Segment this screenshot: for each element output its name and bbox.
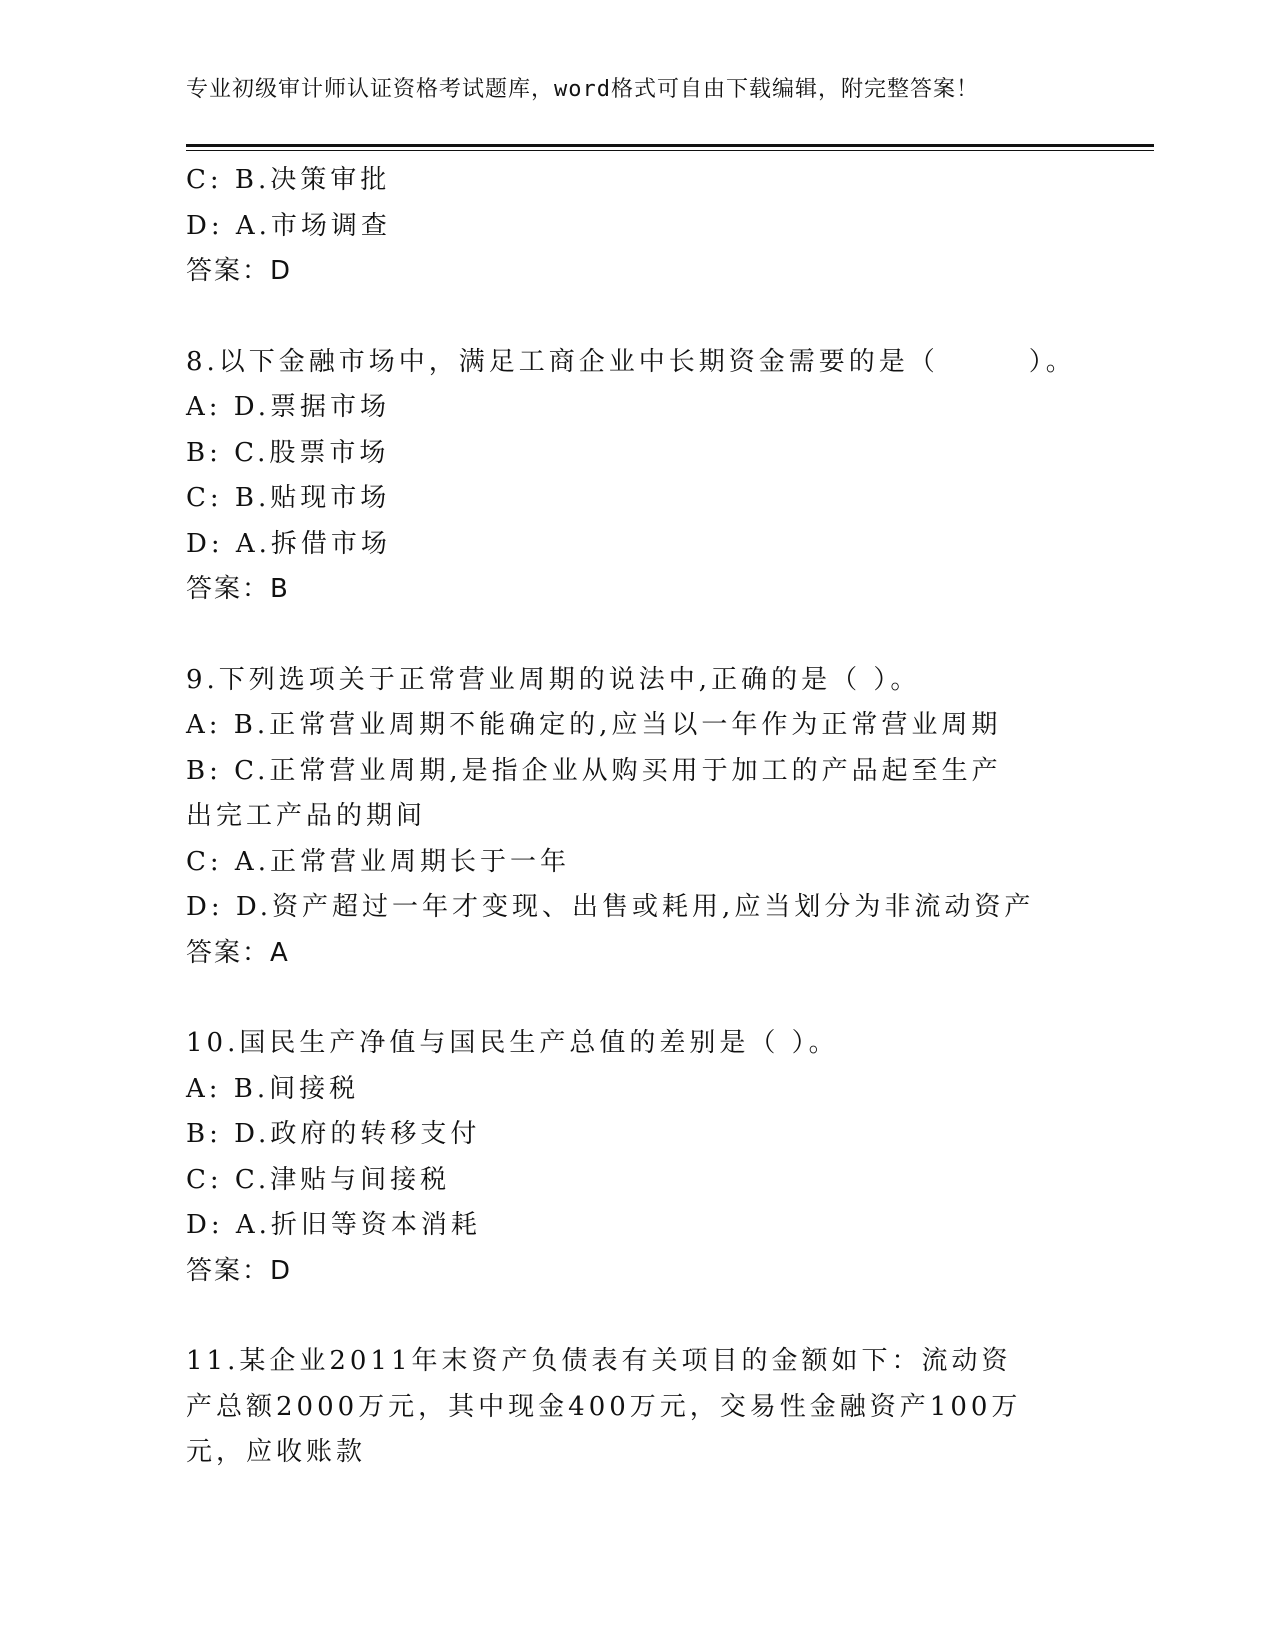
header-divider-thin xyxy=(186,150,1154,151)
option-line: C: A.正常营业周期长于一年 xyxy=(186,846,570,877)
question-10 xyxy=(186,1021,1086,1294)
option-line: D: A.市场调查 xyxy=(186,210,391,241)
answer-line: 答案：A xyxy=(186,937,290,968)
option-line: C: B.贴现市场 xyxy=(186,483,391,513)
option-line: C: C.津贴与间接税 xyxy=(186,1164,451,1195)
question-stem: 11.某企业2011年末资产负债表有关项目的金额如下：流动资产总额2000万元，其中现金400万元，交易性金融资产100万元，应收账款 xyxy=(186,1346,1022,1467)
option-line: D: A.拆借市场 xyxy=(186,528,391,559)
question-8 xyxy=(186,340,1086,613)
option-line: A: D.票据市场 xyxy=(186,392,390,422)
answer-line: 答案：D xyxy=(186,1255,293,1286)
question-stem: 8.以下金融市场中，满足工商企业中长期资金需要的是（ ）。 xyxy=(186,346,1076,377)
page-header: 专业初级审计师认证资格考试题库，word格式可自由下载编辑，附完整答案！ xyxy=(186,77,979,102)
option-line: D: D.资产超过一年才变现、出售或耗用,应当划分为非流动资产 xyxy=(186,892,1035,922)
option-line: C: B.决策审批 xyxy=(186,165,391,195)
question-list xyxy=(186,158,1086,1476)
option-line: B: D.政府的转移支付 xyxy=(186,1119,481,1149)
option-line: D: A.折旧等资本消耗 xyxy=(186,1210,481,1240)
question-9 xyxy=(186,658,1086,977)
option-line: A: B.正常营业周期不能确定的,应当以一年作为正常营业周期 xyxy=(186,710,1002,740)
question-stem: 10.国民生产净值与国民生产总值的差别是（ ）。 xyxy=(186,1028,839,1058)
question-stem: 9.下列选项关于正常营业周期的说法中,正确的是（ ）。 xyxy=(186,664,921,695)
answer-line: 答案：B xyxy=(186,574,290,604)
header-divider-thick xyxy=(186,144,1154,147)
option-line: B: C.股票市场 xyxy=(186,437,390,468)
answer-line: 答案：D xyxy=(186,256,293,286)
question-11 xyxy=(186,1339,1086,1476)
question-7-tail xyxy=(186,158,1086,295)
option-line: A: B.间接税 xyxy=(186,1073,360,1104)
option-line: B: C.正常营业周期,是指企业从购买用于加工的产品起至生产出完工产品的期间 xyxy=(186,755,1002,831)
